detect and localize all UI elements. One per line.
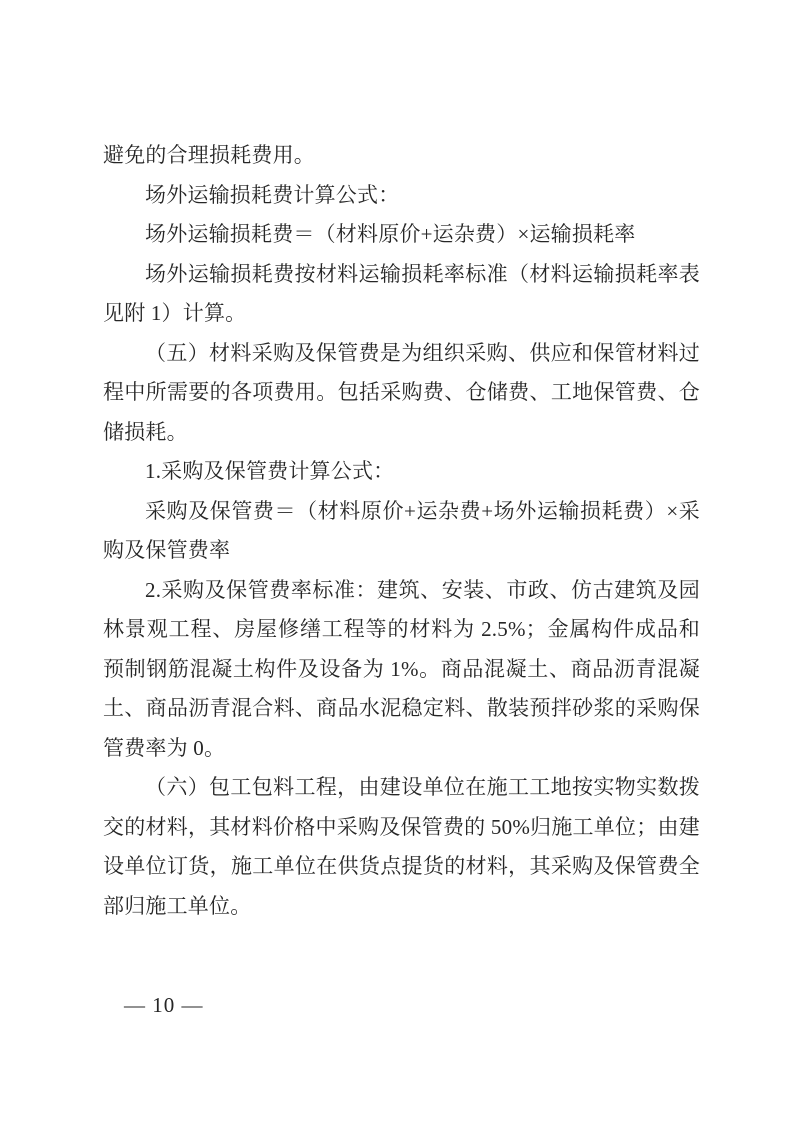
paragraph: 场外运输损耗费按材料运输损耗率标准（材料运输损耗率表见附 1）计算。 xyxy=(103,261,700,325)
paragraph: 1.采购及保管费计算公式： xyxy=(145,459,395,483)
paragraph: （五）材料采购及保管费是为组织采购、供应和保管材料过程中所需要的各项费用。包括采购费、仓储费、工地保管费、仓储损耗。 xyxy=(103,340,700,444)
page-number: — 10 — xyxy=(124,993,204,1017)
paragraph: 场外运输损耗费计算公式： xyxy=(145,182,400,207)
paragraph: 场外运输损耗费＝（材料原价+运杂费）×运输损耗率 xyxy=(145,222,636,246)
paragraph: 2.采购及保管费率标准：建筑、安装、市政、仿古建筑及园林景观工程、房屋修缮工程等的材料为 2.5%；金属构件成品和预制钢筋混凝土构件及设备为 1%。商品混凝土、商品沥青混凝土、商品沥青混合料、商品水泥稳定料、散装预拌砂浆的采购保管费率为 0。 xyxy=(103,577,700,760)
paragraph: （六）包工包料工程，由建设单位在施工工地按实物实数拨交的材料，其材料价格中采购及保管费的 50%归施工单位；由建设单位订货，施工单位在供货点提货的材料，其采购及保管费全部归施工单位。 xyxy=(103,775,700,918)
document-body xyxy=(103,136,700,926)
paragraph: 避免的合理损耗费用。 xyxy=(103,143,315,167)
paragraph: 采购及保管费＝（材料原价+运杂费+场外运输损耗费）×采购及保管费率 xyxy=(103,498,700,562)
